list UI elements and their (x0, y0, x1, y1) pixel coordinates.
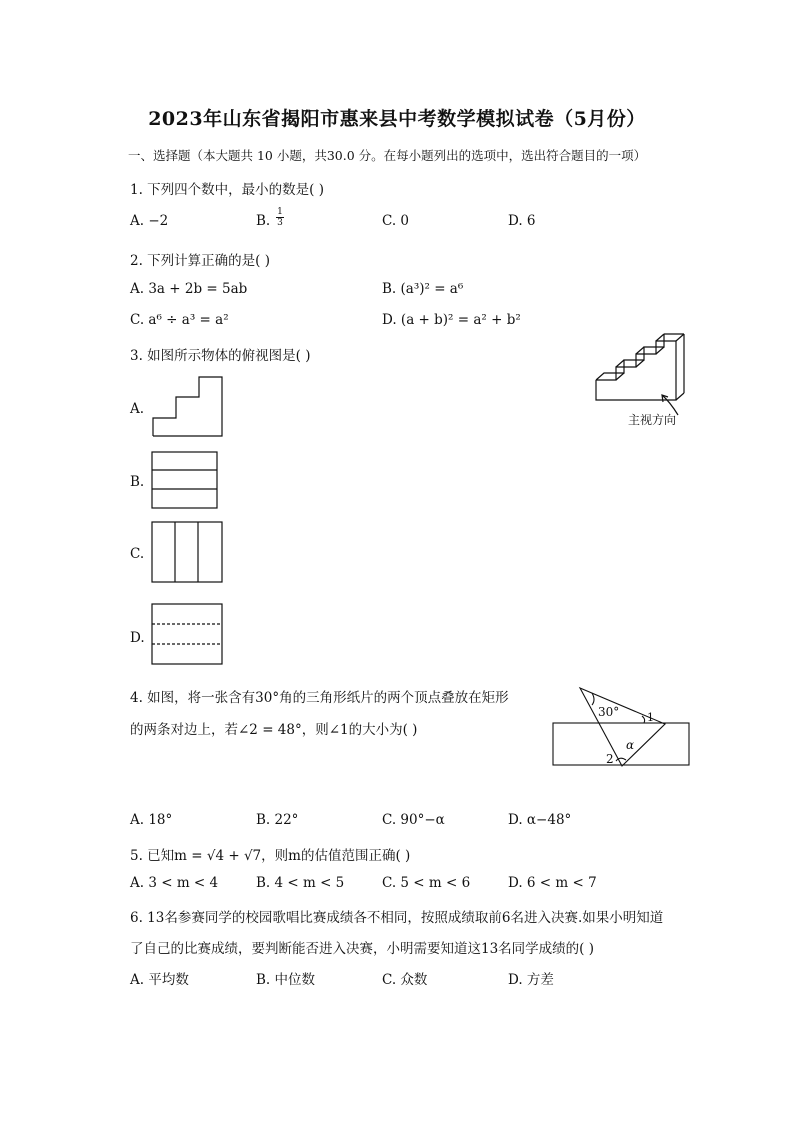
angle-2-label: 2 (606, 752, 614, 766)
q6-option-b[interactable]: B. 中位数 (256, 972, 316, 988)
q1-option-c[interactable]: C. 0 (382, 213, 410, 229)
q1-option-a[interactable]: A. −2 (130, 213, 169, 229)
q5-option-a[interactable]: A. 3 < m < 4 (130, 875, 219, 891)
stair-top-edges (596, 334, 664, 380)
q5-option-d[interactable]: D. 6 < m < 7 (508, 875, 597, 891)
question-5-stem: 5. 已知m = √4 + √7，则m的估值范围正确( ) (130, 848, 411, 864)
q4-option-c[interactable]: C. 90°−α (382, 812, 445, 828)
q5-option-b[interactable]: B. 4 < m < 5 (256, 875, 345, 891)
q4-option-a[interactable]: A. 18° (130, 812, 173, 828)
q3-option-b[interactable]: B. (130, 474, 145, 490)
q3-option-c[interactable]: C. (130, 546, 145, 562)
question-4-stem-line2: 的两条对边上，若∠2 = 48°，则∠1的大小为( ) (130, 722, 418, 738)
q4-option-b[interactable]: B. 22° (256, 812, 299, 828)
angle-1-label: 1 (647, 711, 654, 724)
question-6-stem-line2: 了自己的比赛成绩，要判断能否进入决赛，小明需要知道这13名同学成绩的( ) (130, 941, 595, 957)
view-direction-label: 主视方向 (628, 413, 677, 427)
q5-option-c[interactable]: C. 5 < m < 6 (382, 875, 471, 891)
q6-option-d[interactable]: D. 方差 (508, 972, 554, 988)
q2-option-c[interactable]: C. a⁶ ÷ a³ = a² (130, 312, 229, 328)
question-4-stem-line1: 4. 如图，将一张含有30°角的三角形纸片的两个顶点叠放在矩形 (130, 690, 509, 706)
triangle-paper (580, 688, 665, 766)
q6-option-a[interactable]: A. 平均数 (130, 972, 189, 988)
fraction-denominator: 3 (277, 218, 283, 228)
q3-option-a-figure[interactable] (152, 376, 224, 438)
q6-option-c[interactable]: C. 众数 (382, 972, 428, 988)
q2-option-b[interactable]: B. (a³)² = a⁶ (382, 281, 464, 297)
q1-option-d[interactable]: D. 6 (508, 213, 536, 229)
q3-option-d-figure[interactable] (151, 603, 224, 666)
question-1-stem: 1. 下列四个数中，最小的数是( ) (130, 182, 324, 198)
section-header: 一、选择题（本大题共 10 小题，共30.0 分。在每小题列出的选项中，选出符合题目的一项） (128, 148, 647, 163)
q4-option-d[interactable]: D. α−48° (508, 812, 572, 828)
q2-option-d[interactable]: D. (a + b)² = a² + b² (382, 312, 521, 328)
stair-front-face (596, 341, 676, 400)
question-2-stem: 2. 下列计算正确的是( ) (130, 253, 270, 269)
q3-option-d[interactable]: D. (130, 630, 145, 646)
q1-fraction (276, 207, 284, 228)
q3-option-a[interactable]: A. (130, 401, 145, 417)
question-6-stem-line1: 6. 13名参赛同学的校园歌唱比赛成绩各不相同，按照成绩取前6名进入决赛.如果小明知道 (130, 910, 664, 926)
q3-option-c-figure[interactable] (151, 521, 224, 584)
alpha-label: α (626, 738, 635, 752)
q3-option-b-figure[interactable] (151, 451, 219, 509)
triangle-rectangle-figure (552, 686, 692, 770)
angle-30-label: 30° (598, 705, 620, 719)
question-3-stem: 3. 如图所示物体的俯视图是( ) (130, 348, 311, 364)
fraction-numerator: 1 (277, 207, 283, 217)
q2-option-a[interactable]: A. 3a + 2b = 5ab (130, 281, 248, 297)
q1-option-b[interactable]: B. (256, 213, 271, 229)
page-title: 2023年山东省揭阳市惠来县中考数学模拟试卷（5月份） (148, 108, 646, 130)
